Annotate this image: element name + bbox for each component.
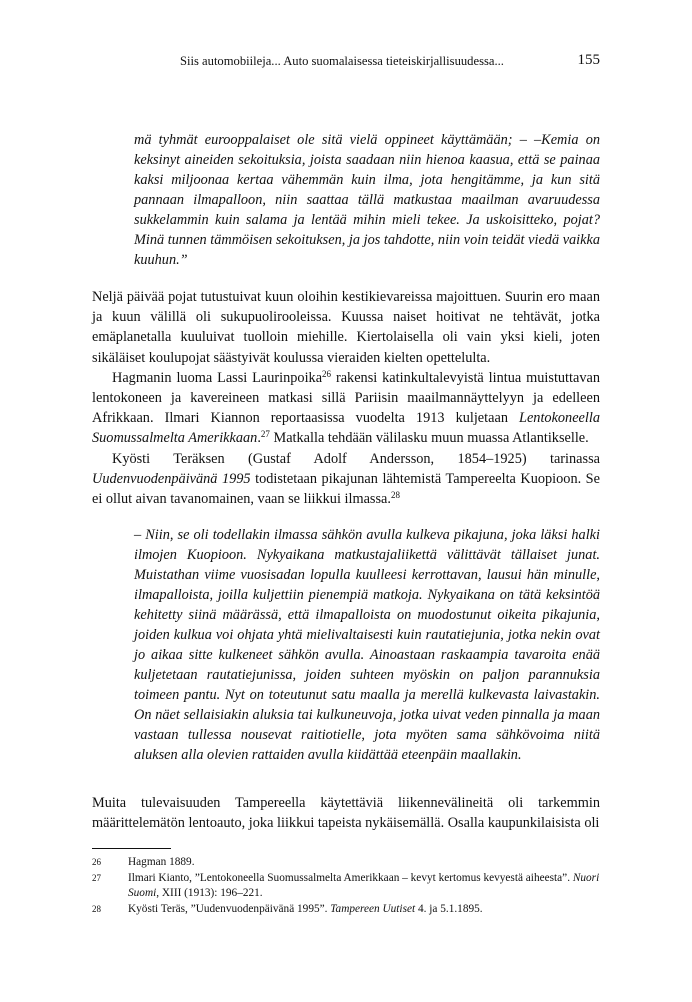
journal-title: Nuori Suomi bbox=[128, 871, 600, 899]
work-title-lentokoneella: Lentokoneella Suomussalmelta Amerikkaan bbox=[92, 410, 600, 447]
paragraph-2 bbox=[92, 368, 600, 449]
block-quote-2: – Niin, se oli todellakin ilmassa sähkön avulla kulkeva pikajuna, joka läksi halki ilmojen Kuopioon. Nykyaikana matkustajaliikettä välittävät tällaiset junat. Muistathan viime vuosisadan lopulla kuulleesi kerrottavan, lausui hän minulle, ilmapalloista, joilla kuljettiin pienempiä matkoja. Nykyaikana on tätä keksintöä kehitetty siinä määrässä, että ilmapalloista on muodostunut oikeita pikajunia, joiden kulkua voi ohjata yhtä mielivaltaisesti kuin rautatiejunia, jotka nekin ovat jo aikaa sitte kulkeneet sähkön avulla. Ainoastaan raskaampia tavaroita enää kuljetetaan rautatiejunissa, joiden suhteen myöskin on paljon parannuksia toimeen pantu. Nyt on toteutunut satu maalla ja merellä kulkevasta laivastakin. On näet sellaisiakin aluksia tai kulkuneuvoja, jotka uivat veden pinnalla ja maan vastaan tullessa nousevat raitiotielle, jota myöten sama sähkövoima niitä aluksen alla olevien rattaiden avulla kiidättää eteenpäin maallakin. bbox=[134, 527, 600, 763]
footnote-ref-26: 26 bbox=[322, 368, 332, 379]
footnote-text: Hagman 1889. bbox=[128, 856, 195, 868]
footnote-number: 26 bbox=[92, 857, 101, 867]
footnote-26 bbox=[92, 855, 600, 871]
paragraph-3 bbox=[92, 449, 600, 510]
footnote-text: , XIII (1913): 196–221. bbox=[156, 887, 263, 899]
block-quote-1: mä tyhmät eurooppalaiset ole sitä vielä oppineet käyttämään; – –Kemia on keksinyt aineiden sekoituksia, joista saadaan niin hienoa kaasua, että se painaa kaksi miljoonaa kertaa vähemmän kuin ilma, jota hengitämme, ja kun sitä pannaan ilmapalloon, niin saattaa tällä matkustaa maailman avaruudessa sukkelammin kuin salama ja lentää mihin mieli tekee. Ja uskoisitteko, pojat? Minä tunnen tämmöisen sekoituksen, ja jos tahdotte, niin voin teidät viedä vaikka kuuhun.” bbox=[134, 132, 600, 268]
footnote-text: Ilmari Kianto, ”Lentokoneella Suomussalmelta Amerikkaan – kevyt kertomus kevyestä aiheesta”. bbox=[128, 871, 573, 884]
paragraph-2-text-d: Matkalla tehdään välilasku muun muassa Atlantikselle. bbox=[269, 430, 589, 447]
footnote-ref-27: 27 bbox=[260, 429, 270, 440]
paragraph-2-text-b: rakensi katinkultalevyistä lintua muistuttavan lentokoneen ja kavereineen matkasi sillä Pariisin maailmannäyttelyyn ja edelleen Afrikkaan. Ilmari Kiannon reportaasissa vuodelta 1913 kuljetaan bbox=[92, 369, 600, 427]
paragraph-4: Muita tulevaisuuden Tampereella käytettäviä liikennevälineitä oli tarkemmin määrittelemätön lentoauto, joka liikkui tapeista nykäisemällä. Osalla kaupunkilaisista oli bbox=[92, 795, 600, 832]
footnote-text: 4. ja 5.1.1895. bbox=[415, 902, 483, 915]
journal-title: Tampereen Uutiset bbox=[330, 902, 416, 915]
paragraph-2-text-a: Hagmanin luoma Lassi Laurinpoika bbox=[112, 369, 323, 386]
footnotes bbox=[92, 855, 600, 917]
paragraph-3-text-a: Kyösti Teräksen (Gustaf Adolf Andersson, 1854–1925) tarinassa bbox=[112, 450, 600, 467]
paragraph-3-text-b: todistetaan pikajunan lähtemistä Tampereelta Kuopioon. Se ei ollut aivan tavanomainen, vaan se liikkui ilmassa. bbox=[92, 470, 600, 508]
footnote-ref-28: 28 bbox=[390, 490, 400, 501]
footnote-text: Kyösti Teräs, ”Uudenvuodenpäivänä 1995”. bbox=[128, 902, 331, 915]
footnote-28 bbox=[92, 902, 600, 918]
page-header bbox=[92, 52, 600, 74]
footnote-number: 27 bbox=[92, 872, 101, 883]
footnote-27 bbox=[92, 871, 600, 902]
body-text-2 bbox=[92, 793, 600, 833]
body-text-1 bbox=[92, 287, 600, 509]
footnote-divider bbox=[92, 848, 171, 849]
work-title-uudenvuodenpaivana: Uudenvuodenpäivänä 1995 bbox=[92, 470, 251, 487]
page-number: 155 bbox=[577, 52, 600, 68]
footnote-number: 28 bbox=[92, 903, 101, 914]
paragraph-1: Neljä päivää pojat tutustuivat kuun oloihin kestikievareissa majoittuen. Suurin ero maan ja kuun välillä oli sukupuolirooleissa. Kuussa naiset hoitivat ne tehtävät, jotka emäplanetalla kuuluivat tuolloin miehille. Kiertolaisella oli vain yksi kieli, joten sikäläiset koulupojat säästyivät koulussa vieraiden kielten opettelulta. bbox=[92, 289, 600, 366]
paragraph-2-text-c: . bbox=[257, 430, 261, 447]
running-head: Siis automobiileja... Auto suomalaisessa tieteiskirjallisuudessa... bbox=[180, 54, 504, 68]
